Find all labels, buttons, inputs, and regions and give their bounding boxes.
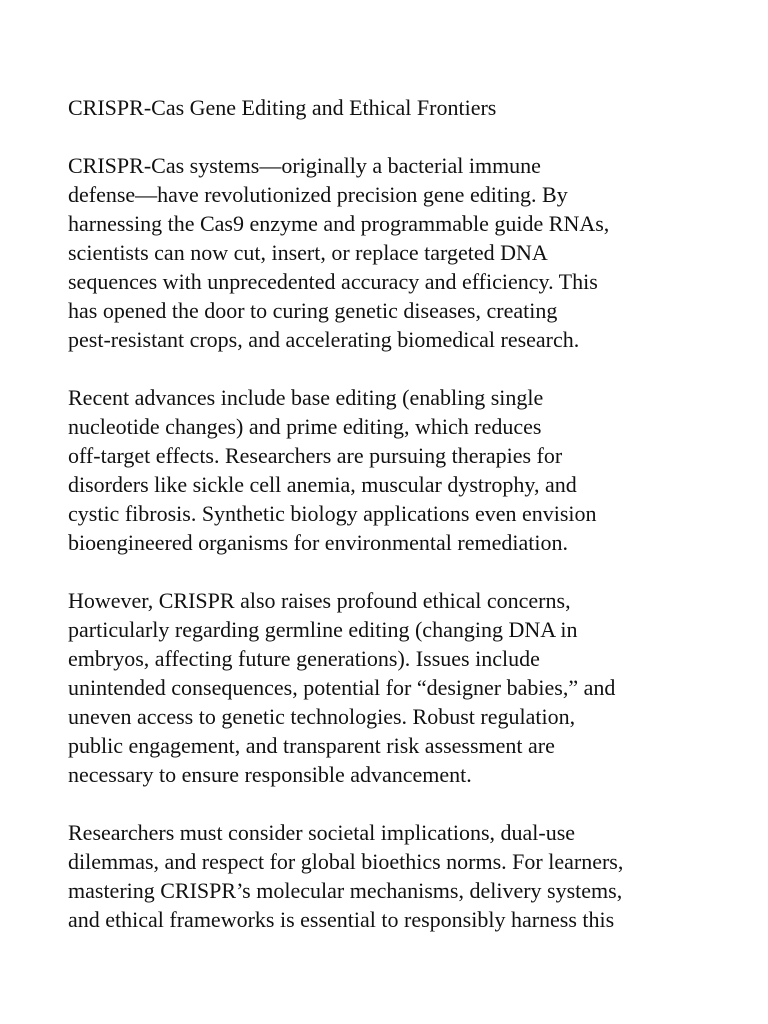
text-line: defense—have revolutionized precision gene editing. By (68, 182, 568, 207)
document-page (68, 93, 748, 934)
text-line: harnessing the Cas9 enzyme and programmable guide RNAs, (68, 211, 610, 236)
text-line: CRISPR-Cas systems—originally a bacterial immune (68, 153, 541, 178)
text-line: off-target effects. Researchers are pursuing therapies for (68, 443, 563, 468)
text-line: cystic fibrosis. Synthetic biology applications even envision (68, 501, 597, 526)
text-line: necessary to ensure responsible advancement. (68, 762, 472, 787)
text-line: pest-resistant crops, and accelerating biomedical research. (68, 327, 580, 352)
text-line: embryos, affecting future generations). Issues include (68, 646, 540, 671)
text-line: Researchers must consider societal implications, dual-use (68, 820, 576, 845)
text-line: scientists can now cut, insert, or replace targeted DNA (68, 240, 548, 265)
text-line: unintended consequences, potential for “designer babies,” and (68, 675, 616, 700)
paragraph-3 (68, 586, 748, 789)
text-line: and ethical frameworks is essential to responsibly harness this (68, 907, 615, 932)
text-line: disorders like sickle cell anemia, muscular dystrophy, and (68, 472, 577, 497)
text-line: uneven access to genetic technologies. Robust regulation, (68, 704, 576, 729)
text-line: However, CRISPR also raises profound ethical concerns, (68, 588, 571, 613)
text-line: particularly regarding germline editing (changing DNA in (68, 617, 578, 642)
text-line: mastering CRISPR’s molecular mechanisms, delivery systems, (68, 878, 623, 903)
text-line: sequences with unprecedented accuracy and efficiency. This (68, 269, 598, 294)
text-line: bioengineered organisms for environmental remediation. (68, 530, 568, 555)
text-line: Recent advances include base editing (enabling single (68, 385, 544, 410)
paragraph-2 (68, 383, 748, 557)
paragraph-4 (68, 818, 748, 934)
text-line: public engagement, and transparent risk assessment are (68, 733, 555, 758)
document-title: CRISPR-Cas Gene Editing and Ethical Frontiers (68, 95, 497, 120)
text-line: dilemmas, and respect for global bioethics norms. For learners, (68, 849, 624, 874)
text-line: nucleotide changes) and prime editing, which reduces (68, 414, 542, 439)
text-line: has opened the door to curing genetic diseases, creating (68, 298, 558, 323)
paragraph-1 (68, 151, 748, 354)
